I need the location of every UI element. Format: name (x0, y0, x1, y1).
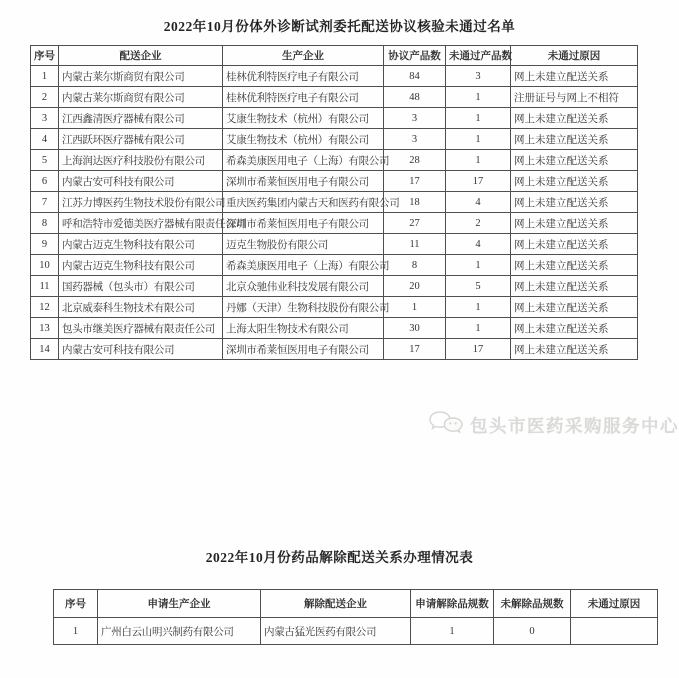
table-cell: 艾康生物技术（杭州）有限公司 (223, 108, 384, 129)
table-cell: 深圳市希莱恒医用电子有限公司 (223, 213, 384, 234)
table-cell: 内蒙古迈克生物科技有限公司 (59, 234, 223, 255)
table-cell: 希森美康医用电子（上海）有限公司 (223, 150, 384, 171)
table-cell: 上海太阳生物技术有限公司 (223, 318, 384, 339)
table-cell: 网上未建立配送关系 (511, 192, 638, 213)
table-cell: 0 (494, 618, 571, 645)
table-cell: 上海润达医疗科技股份有限公司 (59, 150, 223, 171)
table-cell: 北京威泰科生物技术有限公司 (59, 297, 223, 318)
table-cell: 网上未建立配送关系 (511, 255, 638, 276)
table-cell: 5 (31, 150, 59, 171)
table-cell: 桂林优利特医疗电子有限公司 (223, 66, 384, 87)
table-row (31, 318, 638, 339)
table-cell: 84 (384, 66, 446, 87)
table-cell: 内蒙古莱尔斯商贸有限公司 (59, 87, 223, 108)
table-cell: 网上未建立配送关系 (511, 108, 638, 129)
table-cell: 9 (31, 234, 59, 255)
table-cell: 1 (411, 618, 494, 645)
table-cell: 网上未建立配送关系 (511, 129, 638, 150)
table-row (31, 150, 638, 171)
table-cell: 1 (446, 150, 511, 171)
table-row (31, 276, 638, 297)
watermark (428, 410, 679, 441)
table-cell: 27 (384, 213, 446, 234)
header-row (54, 590, 658, 618)
table-cell: 28 (384, 150, 446, 171)
table1 (30, 45, 638, 360)
table-row (31, 108, 638, 129)
table-cell: 网上未建立配送关系 (511, 171, 638, 192)
table-row (31, 339, 638, 360)
table-cell: 48 (384, 87, 446, 108)
table-cell: 18 (384, 192, 446, 213)
table1-title: 2022年10月份体外诊断试剂委托配送协议核验未通过名单 (163, 19, 516, 34)
table-cell: 重庆医药集团内蒙古天和医药有限公司 (223, 192, 384, 213)
table-cell: 艾康生物技术（杭州）有限公司 (223, 129, 384, 150)
table-cell (571, 618, 658, 645)
chat-bubbles-logo-icon (428, 410, 464, 441)
table-cell: 11 (384, 234, 446, 255)
table-cell: 北京众驰伟业科技发展有限公司 (223, 276, 384, 297)
table-cell: 6 (31, 171, 59, 192)
header-row (31, 46, 638, 66)
table-cell: 内蒙古安可科技有限公司 (59, 171, 223, 192)
table-cell: 1 (31, 66, 59, 87)
table-cell: 网上未建立配送关系 (511, 234, 638, 255)
table-row (31, 171, 638, 192)
table-cell: 2 (31, 87, 59, 108)
table-cell: 30 (384, 318, 446, 339)
table-cell: 国药器械（包头市）有限公司 (59, 276, 223, 297)
table-cell: 10 (31, 255, 59, 276)
table-cell: 广州白云山明兴制药有限公司 (98, 618, 261, 645)
table-cell: 深圳市希莱恒医用电子有限公司 (223, 339, 384, 360)
table-cell: 内蒙古迈克生物科技有限公司 (59, 255, 223, 276)
table-cell: 江西跃环医疗器械有限公司 (59, 129, 223, 150)
table-cell: 网上未建立配送关系 (511, 297, 638, 318)
table2-title: 2022年10月份药品解除配送关系办理情况表 (205, 550, 474, 565)
column-header: 解除配送企业 (261, 590, 411, 618)
table-cell: 内蒙古莱尔斯商贸有限公司 (59, 66, 223, 87)
table-cell: 内蒙古猛光医药有限公司 (261, 618, 411, 645)
table-cell: 网上未建立配送关系 (511, 150, 638, 171)
table-row (54, 618, 658, 645)
column-header: 未通过产品数 (446, 46, 511, 66)
table-cell: 17 (384, 171, 446, 192)
table-cell: 8 (31, 213, 59, 234)
column-header: 生产企业 (223, 46, 384, 66)
table-cell: 3 (31, 108, 59, 129)
table-cell: 网上未建立配送关系 (511, 66, 638, 87)
table-cell: 4 (31, 129, 59, 150)
table-cell: 20 (384, 276, 446, 297)
table-cell: 5 (446, 276, 511, 297)
table-cell: 江苏力博医药生物技术股份有限公司 (59, 192, 223, 213)
watermark-text: 包头市医药采购服务中心 (470, 416, 679, 436)
table-row (31, 87, 638, 108)
table-row (31, 234, 638, 255)
table-cell: 内蒙古安可科技有限公司 (59, 339, 223, 360)
table-cell: 3 (384, 108, 446, 129)
table-cell: 网上未建立配送关系 (511, 318, 638, 339)
table-row (31, 297, 638, 318)
table-cell: 1 (446, 318, 511, 339)
table-cell: 深圳市希莱恒医用电子有限公司 (223, 171, 384, 192)
column-header: 申请解除品规数 (411, 590, 494, 618)
table-cell: 1 (54, 618, 98, 645)
column-header: 配送企业 (59, 46, 223, 66)
table-cell: 7 (31, 192, 59, 213)
table-cell: 注册证号与网上不相符 (511, 87, 638, 108)
table-cell: 12 (31, 297, 59, 318)
table-cell: 14 (31, 339, 59, 360)
table-cell: 江西鑫清医疗器械有限公司 (59, 108, 223, 129)
table-cell: 1 (384, 297, 446, 318)
table-cell: 桂林优利特医疗电子有限公司 (223, 87, 384, 108)
table-cell: 网上未建立配送关系 (511, 213, 638, 234)
table-cell: 1 (446, 87, 511, 108)
table-cell: 希森美康医用电子（上海）有限公司 (223, 255, 384, 276)
table-cell: 3 (384, 129, 446, 150)
table-row (31, 66, 638, 87)
table-cell: 17 (384, 339, 446, 360)
table-cell: 17 (446, 339, 511, 360)
table-row (31, 192, 638, 213)
table2 (53, 589, 658, 645)
table-cell: 8 (384, 255, 446, 276)
column-header: 协议产品数 (384, 46, 446, 66)
table-cell: 3 (446, 66, 511, 87)
table-cell: 11 (31, 276, 59, 297)
table-cell: 4 (446, 192, 511, 213)
table-cell: 网上未建立配送关系 (511, 339, 638, 360)
table-row (31, 255, 638, 276)
table-cell: 2 (446, 213, 511, 234)
table-cell: 迈克生物股份有限公司 (223, 234, 384, 255)
column-header: 未解除品规数 (494, 590, 571, 618)
table-cell: 丹娜（天津）生物科技股份有限公司 (223, 297, 384, 318)
column-header: 序号 (54, 590, 98, 618)
column-header: 申请生产企业 (98, 590, 261, 618)
table-row (31, 213, 638, 234)
table-cell: 1 (446, 297, 511, 318)
table-cell: 13 (31, 318, 59, 339)
table-cell: 网上未建立配送关系 (511, 276, 638, 297)
column-header: 序号 (31, 46, 59, 66)
table-cell: 包头市继美医疗器械有限责任公司 (59, 318, 223, 339)
column-header: 未通过原因 (511, 46, 638, 66)
table-cell: 4 (446, 234, 511, 255)
table-cell: 呼和浩特市爱德美医疗器械有限责任公司 (59, 213, 223, 234)
column-header: 未通过原因 (571, 590, 658, 618)
table-cell: 1 (446, 255, 511, 276)
table-cell: 1 (446, 129, 511, 150)
table-row (31, 129, 638, 150)
table-cell: 1 (446, 108, 511, 129)
table-cell: 17 (446, 171, 511, 192)
